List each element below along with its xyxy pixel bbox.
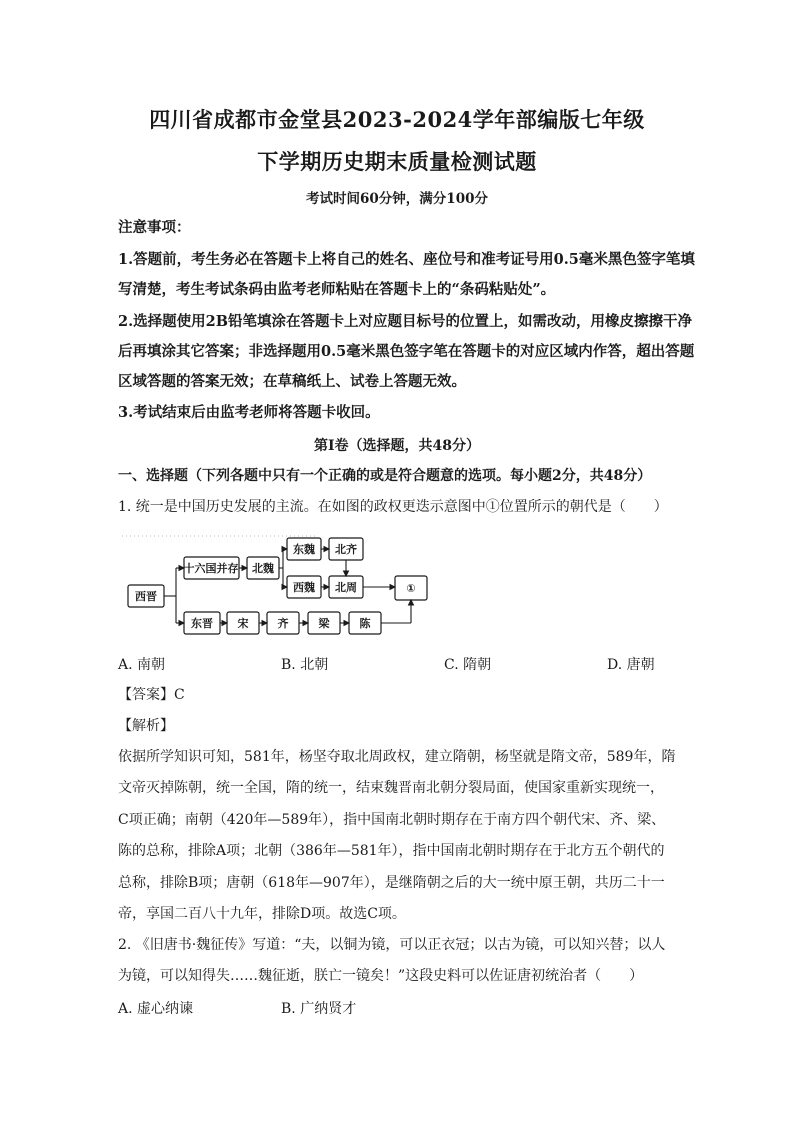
box-xiwei — [287, 576, 321, 598]
question-2-stem-line-1: 2. 《旧唐书·魏征传》写道：“夫，以铜为镜，可以正衣冠；以古为镜，可以知兴替；以人 — [118, 937, 666, 953]
box-beiqi-label: 北齐 — [335, 543, 357, 556]
box-dongjin — [184, 612, 220, 634]
q1-analysis-line-4: 陈的总称，排除A项；北朝（386年—581年），指中国南北朝时期存在于北方五个朝代的 — [118, 843, 665, 859]
notes-line-2: 写清楚，考生考试条码由监考老师粘贴在答题卡上的“条码粘贴处”。 — [118, 281, 556, 298]
box-dongwei-label: 东魏 — [293, 543, 315, 556]
box-beizhou — [329, 576, 363, 598]
box-circle-1-label: ① — [406, 582, 416, 595]
box-liang — [308, 612, 340, 634]
question-1-stem: 1. 统一是中国历史发展的主流。在如图的政权更迭示意图中①位置所示的朝代是（ ） — [118, 499, 668, 515]
box-song — [227, 612, 259, 634]
q1-answer: 【答案】C — [118, 687, 185, 703]
q1-analysis-line-1: 依据所学知识可知，581年，杨坚夺取北周政权，建立隋朝，杨坚就是隋文帝，589年，隋 — [118, 749, 676, 765]
page-title-line2: 下学期历史期末质量检测试题 — [257, 149, 537, 174]
box-beiwei — [247, 557, 279, 579]
q1-analysis-heading: 【解析】 — [118, 718, 174, 734]
box-beiqi — [329, 538, 363, 560]
section-title: 第Ⅰ卷（选择题，共48分） — [313, 438, 481, 454]
notes-line-3: 2.选择题使用2B铅笔填涂在答题卡上对应题目标号的位置上，如需改动，用橡皮擦擦干净 — [118, 313, 692, 330]
box-xijin-label: 西晋 — [135, 590, 157, 603]
notes-line-1: 1.答题前，考生务必在答题卡上将自己的姓名、座位号和准考证号用0.5毫米黑色签字笔填 — [118, 251, 695, 268]
exam-time-note: 考试时间60分钟，满分100分 — [306, 191, 488, 207]
box-shiliuguo-label: 十六国并存 — [183, 562, 239, 575]
q1-option-a: A. 南朝 — [118, 657, 166, 673]
box-shiliuguo — [184, 557, 240, 579]
dynasty-diagram — [118, 528, 438, 648]
notes-heading: 注意事项： — [118, 219, 191, 236]
box-qi-label: 齐 — [277, 617, 289, 630]
notes-line-6: 3.考试结束后由监考老师将答题卡收回。 — [118, 404, 380, 421]
box-qi — [267, 612, 299, 634]
box-xijin — [128, 585, 164, 607]
box-song-label: 宋 — [237, 617, 249, 630]
box-xiwei-label: 西魏 — [293, 581, 315, 594]
q1-option-d: D. 唐朝 — [607, 657, 655, 673]
box-circle-1 — [395, 576, 427, 600]
box-beizhou-label: 北周 — [335, 581, 357, 594]
q1-analysis-line-5: 总称，排除B项；唐朝（618年—907年），是继隋朝之后的大一统中原王朝，共历二十一 — [118, 875, 665, 891]
box-liang-label: 梁 — [318, 617, 330, 630]
q1-analysis-line-6: 帝，享国二百八十九年，排除D项。故选C项。 — [118, 906, 406, 922]
box-dongjin-label: 东晋 — [191, 617, 213, 630]
notes-line-4: 后再填涂其它答案；非选择题用0.5毫米黑色签字笔在答题卡的对应区域内作答，超出答题 — [118, 343, 695, 360]
section-instruction: 一、选择题（下列各题中只有一个正确的或是符合题意的选项。每小题2分，共48分） — [118, 468, 652, 484]
box-beiwei-label: 北魏 — [252, 562, 274, 575]
notes-line-5: 区域答题的答案无效；在草稿纸上、试卷上答题无效。 — [118, 373, 466, 390]
q2-option-a: A. 虚心纳谏 — [118, 1001, 194, 1017]
box-chen — [349, 612, 381, 634]
q2-option-b: B. 广纳贤才 — [281, 1001, 357, 1017]
q1-option-b: B. 北朝 — [281, 657, 329, 673]
page-title-line1: 四川省成都市金堂县2023-2024学年部编版七年级 — [149, 107, 645, 132]
box-dongwei — [287, 538, 321, 560]
q1-option-c: C. 隋朝 — [444, 657, 492, 673]
q1-analysis-line-2: 文帝灭掉陈朝，统一全国，隋的统一，结束魏晋南北朝分裂局面，使国家重新实现统一， — [118, 780, 664, 796]
box-chen-label: 陈 — [359, 617, 371, 630]
question-2-stem-line-2: 为镜，可以知得失……魏征逝，朕亡一镜矣！”这段史料可以佐证唐初统治者（ ） — [118, 968, 644, 984]
q1-analysis-line-3: C项正确；南朝（420年—589年），指中国南北朝时期存在于南方四个朝代宋、齐、梁、 — [118, 812, 666, 828]
